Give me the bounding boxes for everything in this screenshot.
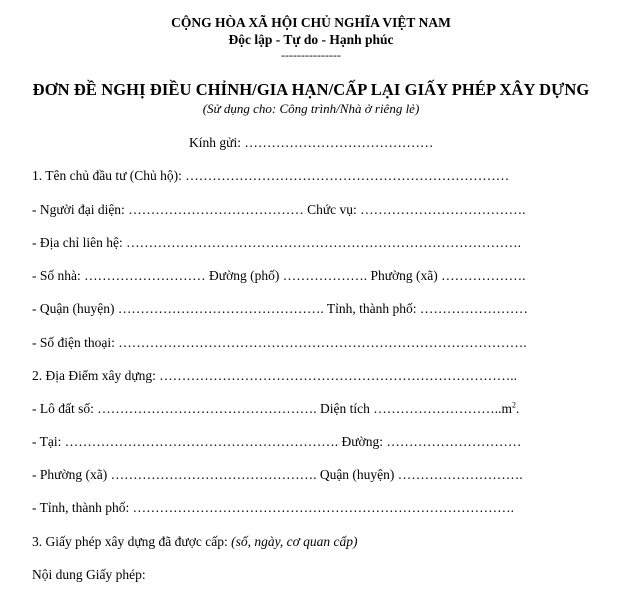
permit-issued-hint: (số, ngày, cơ quan cấp) — [231, 534, 358, 549]
province-line: - Tỉnh, thành phố: …………………………………………………………………………. — [32, 500, 514, 515]
permit-content-line: Nội dung Giấy phép: — [32, 567, 146, 582]
house-street-ward-line: - Số nhà: ……………………… Đường (phố) ………………. Phường (xã) ………………. — [32, 268, 526, 283]
form-title: ĐƠN ĐỀ NGHỊ ĐIỀU CHỈNH/GIA HẠN/CẤP LẠI GIẤY PHÉP XÂY DỰNG — [32, 80, 590, 99]
permit-issued-label: 3. Giấy phép xây dựng đã được cấp: — [32, 534, 232, 549]
district-province-line: - Quận (huyện) ………………………………………. Tỉnh, thành phố: …………………… — [32, 301, 528, 316]
phone-line: - Số điện thoại: ………………………………………………………………………………. — [32, 335, 527, 350]
at-street-line: - Tại: ……………………………………………………. Đường: ………………………… — [32, 434, 522, 449]
country-heading: CỘNG HÒA XÃ HỘI CHỦ NGHĨA VIỆT NAM — [171, 15, 451, 30]
contact-address-line: - Địa chỉ liên hệ: ……………………………………………………………………………. — [32, 235, 521, 250]
header-separator: --------------- — [281, 48, 341, 62]
lot-area-text: - Lô đất số: …………………………………………. Diện tích ………………………..m — [32, 401, 512, 416]
owner-line: 1. Tên chủ đầu tư (Chủ hộ): ……………………………………………………………… — [32, 168, 510, 183]
ward-district-line: - Phường (xã) ………………………………………. Quận (huyện) ………………………. — [32, 467, 523, 482]
representative-line: - Người đại diện: ………………………………… Chức vụ: ………………………………. — [32, 202, 526, 217]
form-subtitle: (Sử dụng cho: Công trình/Nhà ở riêng lẻ) — [202, 101, 420, 116]
recipient-line: Kính gửi: …………………………………… — [189, 135, 434, 150]
location-line: 2. Địa Điểm xây dựng: …………………………………………………………………….. — [32, 368, 518, 383]
lot-area-end: . — [515, 401, 520, 416]
motto-heading: Độc lập - Tự do - Hạnh phúc — [228, 32, 394, 47]
square-superscript: 2 — [511, 400, 516, 410]
lot-area-line — [32, 401, 519, 417]
permit-issued-line — [32, 534, 358, 550]
